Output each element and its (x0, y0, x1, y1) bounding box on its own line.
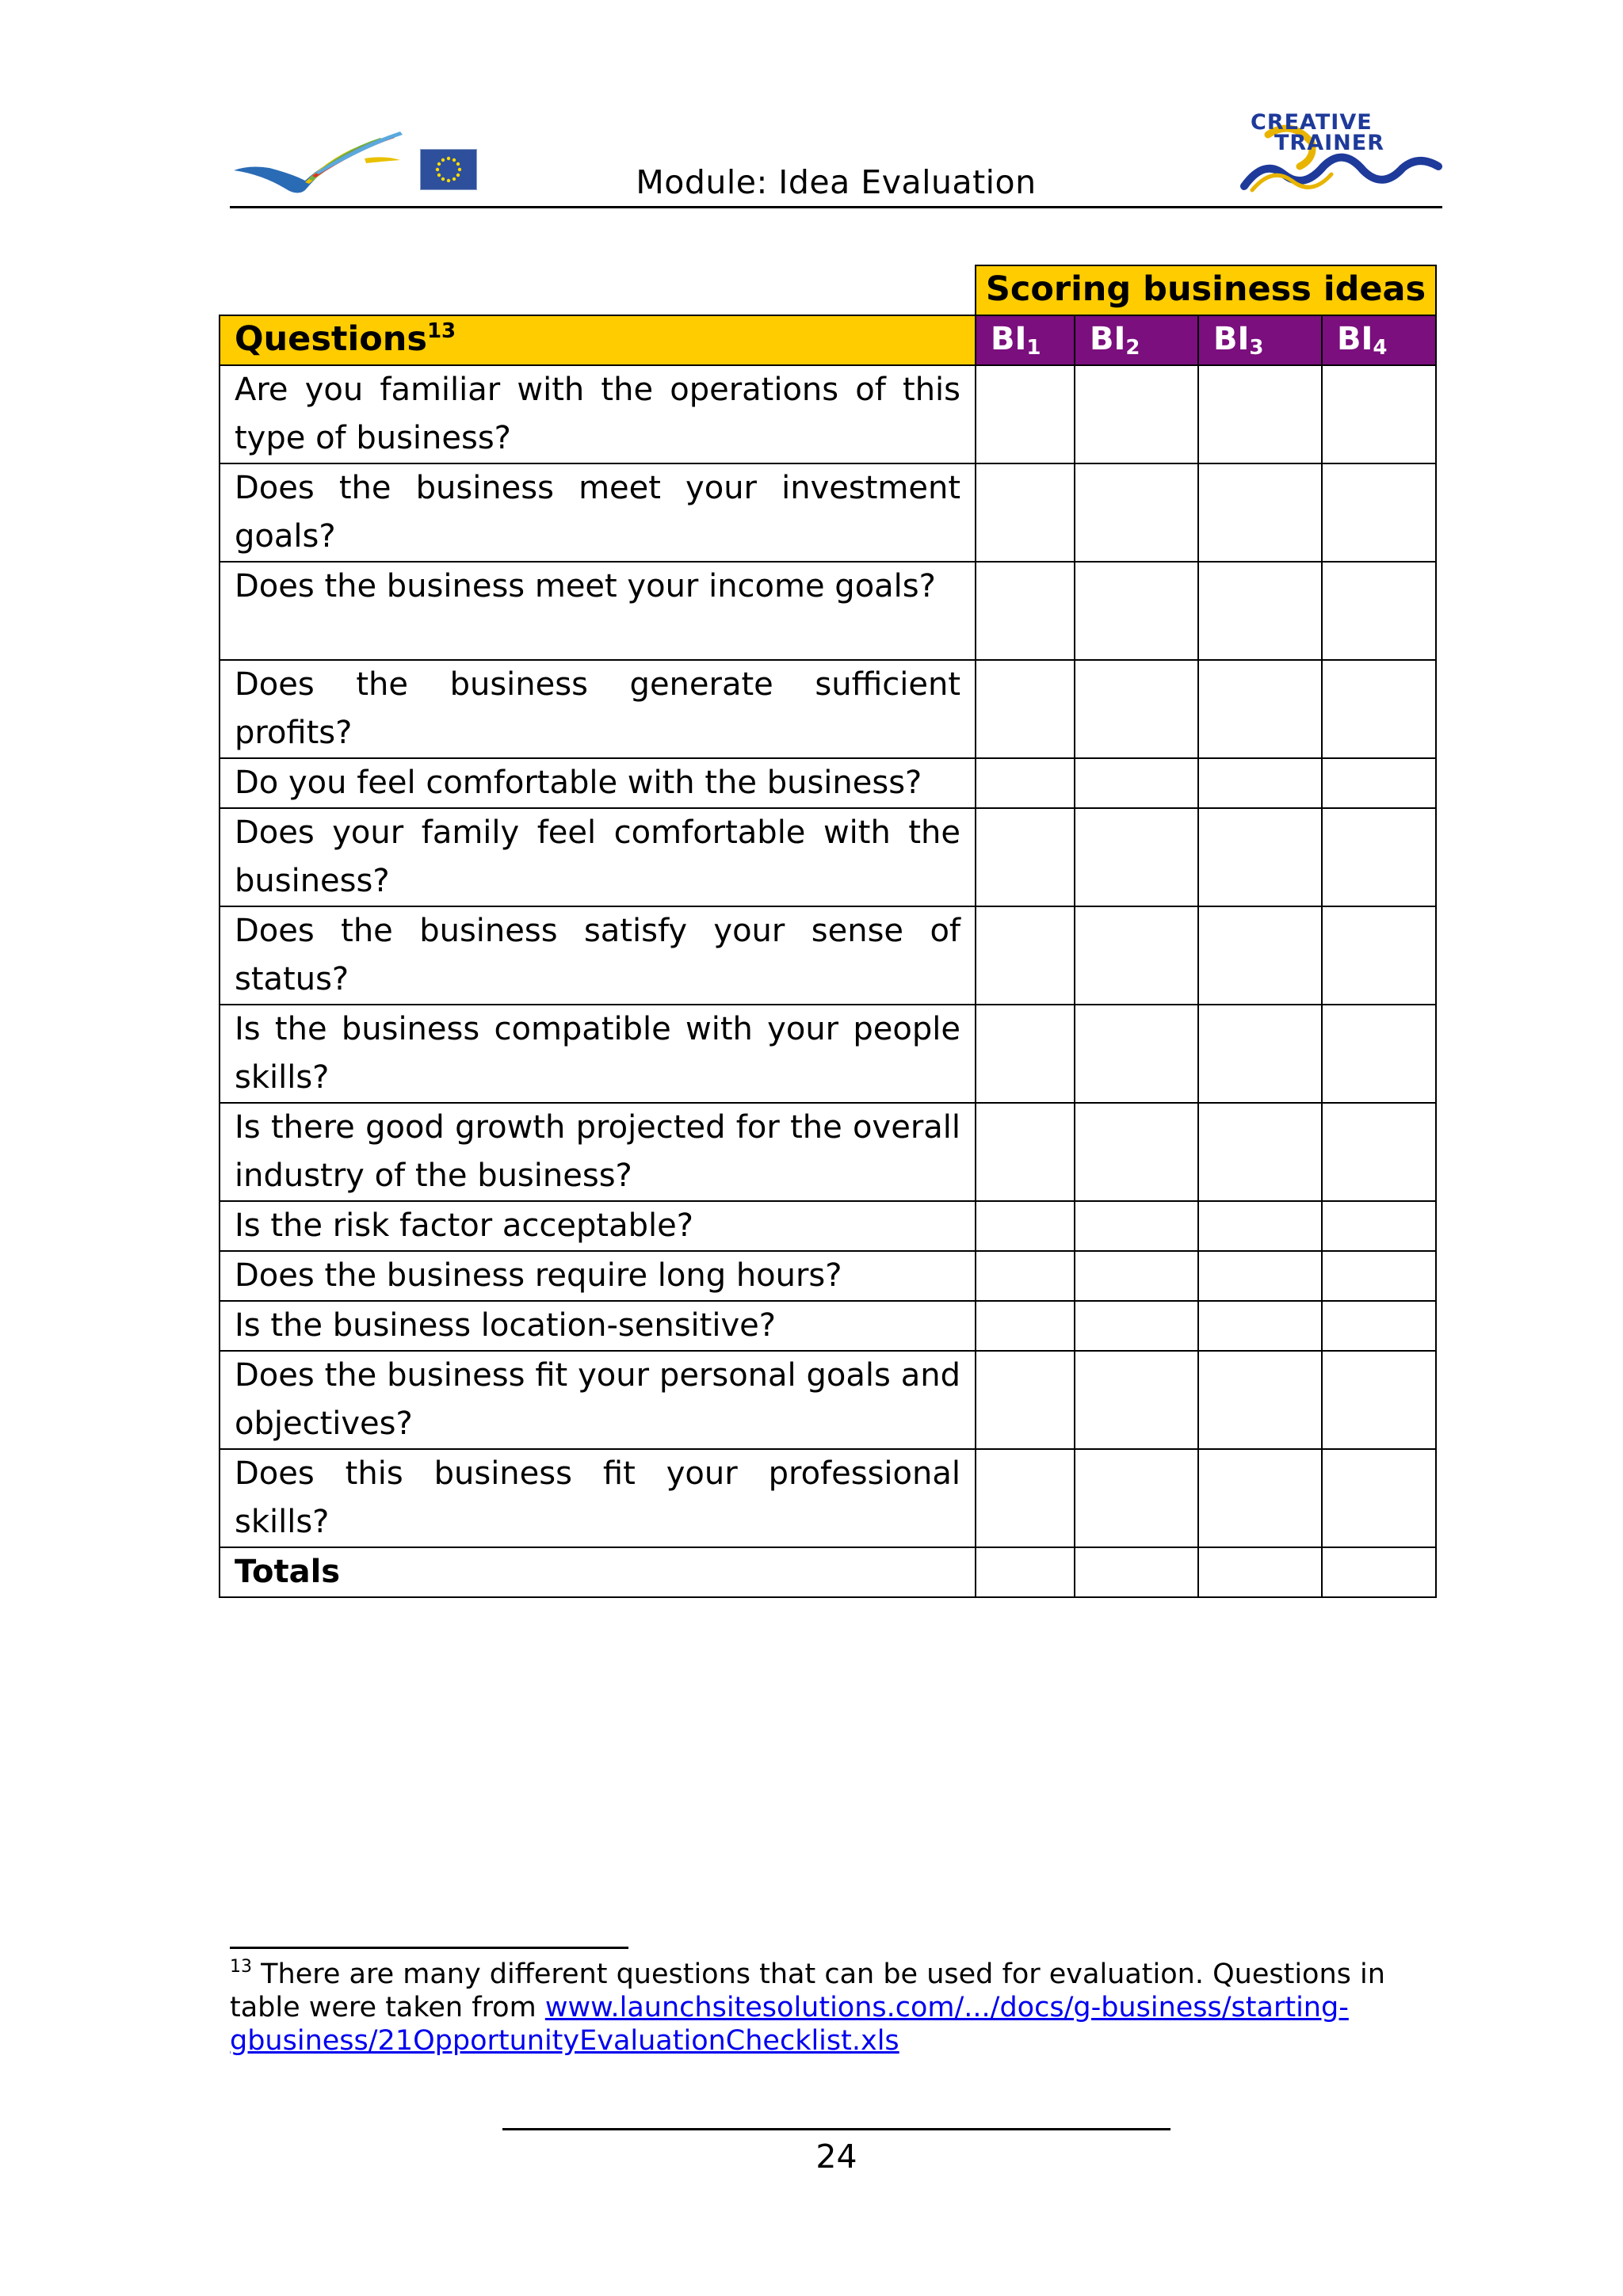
question-cell: Is there good growth projected for the overall industry of the business? (220, 1103, 976, 1201)
question-cell: Does the business satisfy your sense of status? (220, 906, 976, 1005)
scoring-table (219, 265, 1437, 1598)
footnote-text: There are many different questions that can be used for evaluation. Questions in table were taken from (230, 1958, 1385, 2023)
bi-index: 2 (1125, 336, 1140, 360)
score-cell-bi3[interactable] (1198, 1005, 1322, 1103)
footnote-divider (230, 1947, 628, 1949)
questions-header-label: Questions (235, 319, 427, 359)
score-cell-bi1[interactable] (976, 808, 1075, 906)
question-cell: Does the business generate sufficient profits? (220, 660, 976, 758)
module-title: Module: Idea Evaluation (636, 163, 1037, 201)
score-cell-bi4[interactable] (1322, 906, 1436, 1005)
table-row (220, 906, 1436, 1005)
bi-index: 4 (1373, 336, 1388, 360)
score-cell-bi2[interactable] (1075, 808, 1198, 906)
table-row (220, 1449, 1436, 1547)
table-row (220, 1351, 1436, 1449)
bi-prefix: BI (991, 321, 1027, 357)
score-cell-bi2[interactable] (1075, 562, 1198, 660)
score-cell-bi2[interactable] (1075, 906, 1198, 1005)
score-cell-bi4[interactable] (1322, 1103, 1436, 1201)
logo-text-trainer: TRAINER (1274, 131, 1384, 155)
score-cell-bi3[interactable] (1198, 1449, 1322, 1547)
score-cell-bi2[interactable] (1075, 660, 1198, 758)
question-cell: Does the business fit your personal goals and objectives? (220, 1351, 976, 1449)
bi-header-3 (1198, 315, 1322, 365)
table-row (220, 365, 1436, 463)
totals-row (220, 1547, 1436, 1597)
score-cell-bi2[interactable] (1075, 1351, 1198, 1449)
score-cell-bi1[interactable] (976, 1005, 1075, 1103)
score-cell-bi3[interactable] (1198, 1251, 1322, 1301)
score-cell-bi3[interactable] (1198, 758, 1322, 808)
footnote (230, 1958, 1419, 2058)
question-cell: Does the business meet your investment goals? (220, 463, 976, 562)
bi-prefix: BI (1337, 321, 1373, 357)
creative-trainer-logo (1236, 111, 1442, 202)
score-cell-bi3[interactable] (1198, 1201, 1322, 1251)
score-cell-bi1[interactable] (976, 1103, 1075, 1201)
score-cell-bi3[interactable] (1198, 660, 1322, 758)
score-cell-bi4[interactable] (1322, 463, 1436, 562)
score-cell-bi2[interactable] (1075, 1301, 1198, 1351)
score-cell-bi2[interactable] (1075, 1201, 1198, 1251)
total-cell-bi2[interactable] (1075, 1547, 1198, 1597)
score-cell-bi3[interactable] (1198, 562, 1322, 660)
score-cell-bi1[interactable] (976, 1301, 1075, 1351)
table-row (220, 758, 1436, 808)
score-cell-bi1[interactable] (976, 1251, 1075, 1301)
score-cell-bi3[interactable] (1198, 906, 1322, 1005)
score-cell-bi2[interactable] (1075, 1103, 1198, 1201)
score-cell-bi1[interactable] (976, 1449, 1075, 1547)
score-cell-bi1[interactable] (976, 365, 1075, 463)
score-cell-bi4[interactable] (1322, 660, 1436, 758)
bi-prefix: BI (1090, 321, 1126, 357)
score-cell-bi3[interactable] (1198, 463, 1322, 562)
table-row (220, 808, 1436, 906)
question-cell: Does the business meet your income goals? (220, 562, 976, 660)
question-cell: Are you familiar with the operations of this type of business? (220, 365, 976, 463)
bi-header-1 (976, 315, 1075, 365)
question-cell: Is the business compatible with your people skills? (220, 1005, 976, 1103)
score-cell-bi4[interactable] (1322, 808, 1436, 906)
score-cell-bi4[interactable] (1322, 1351, 1436, 1449)
footnote-number: 13 (230, 1957, 252, 1977)
total-cell-bi3[interactable] (1198, 1547, 1322, 1597)
question-cell: Do you feel comfortable with the business? (220, 758, 976, 808)
score-cell-bi2[interactable] (1075, 758, 1198, 808)
score-cell-bi2[interactable] (1075, 1005, 1198, 1103)
table-row (220, 1005, 1436, 1103)
score-cell-bi4[interactable] (1322, 1449, 1436, 1547)
score-cell-bi4[interactable] (1322, 365, 1436, 463)
page-header (230, 110, 1442, 208)
scoring-header: Scoring business ideas (976, 265, 1436, 315)
table-row (220, 660, 1436, 758)
question-cell: Does the business require long hours? (220, 1251, 976, 1301)
logo-text-creative: CREATIVE (1251, 110, 1373, 135)
question-cell: Is the business location-sensitive? (220, 1301, 976, 1351)
score-cell-bi4[interactable] (1322, 1005, 1436, 1103)
totals-label: Totals (220, 1547, 976, 1597)
score-cell-bi4[interactable] (1322, 562, 1436, 660)
score-cell-bi1[interactable] (976, 463, 1075, 562)
score-cell-bi1[interactable] (976, 562, 1075, 660)
table-row (220, 463, 1436, 562)
score-cell-bi3[interactable] (1198, 1351, 1322, 1449)
score-cell-bi4[interactable] (1322, 1251, 1436, 1301)
bi-prefix: BI (1213, 321, 1250, 357)
table-row (220, 562, 1436, 660)
question-cell: Does this business fit your professional skills? (220, 1449, 976, 1547)
score-cell-bi2[interactable] (1075, 463, 1198, 562)
table-row (220, 1301, 1436, 1351)
score-cell-bi2[interactable] (1075, 365, 1198, 463)
score-cell-bi4[interactable] (1322, 1201, 1436, 1251)
bi-index: 3 (1249, 336, 1264, 360)
score-cell-bi3[interactable] (1198, 1301, 1322, 1351)
page-number-divider (502, 2128, 1170, 2130)
score-cell-bi4[interactable] (1322, 758, 1436, 808)
bi-index: 1 (1026, 336, 1041, 360)
table-row (220, 1251, 1436, 1301)
question-cell: Is the risk factor acceptable? (220, 1201, 976, 1251)
score-cell-bi1[interactable] (976, 1201, 1075, 1251)
table-row (220, 1201, 1436, 1251)
page-number: 24 (815, 2138, 857, 2176)
questions-header (220, 315, 976, 365)
score-cell-bi1[interactable] (976, 758, 1075, 808)
score-cell-bi3[interactable] (1198, 1103, 1322, 1201)
score-cell-bi2[interactable] (1075, 1449, 1198, 1547)
footnote-ref: 13 (426, 319, 456, 343)
total-cell-bi4[interactable] (1322, 1547, 1436, 1597)
question-cell: Does your family feel comfortable with the business? (220, 808, 976, 906)
table-corner-blank (220, 265, 976, 315)
score-cell-bi3[interactable] (1198, 365, 1322, 463)
score-cell-bi1[interactable] (976, 1351, 1075, 1449)
footnote-link[interactable]: www.launchsitesolutions.com/.../docs/g-business/starting-gbusiness/21OpportunityEvaluationChecklist.xls (230, 1992, 1349, 2057)
score-cell-bi4[interactable] (1322, 1301, 1436, 1351)
score-cell-bi2[interactable] (1075, 1251, 1198, 1301)
score-cell-bi1[interactable] (976, 660, 1075, 758)
bi-header-2 (1075, 315, 1198, 365)
bi-header-4 (1322, 315, 1436, 365)
score-cell-bi3[interactable] (1198, 808, 1322, 906)
score-cell-bi1[interactable] (976, 906, 1075, 1005)
table-row (220, 1103, 1436, 1201)
total-cell-bi1[interactable] (976, 1547, 1075, 1597)
